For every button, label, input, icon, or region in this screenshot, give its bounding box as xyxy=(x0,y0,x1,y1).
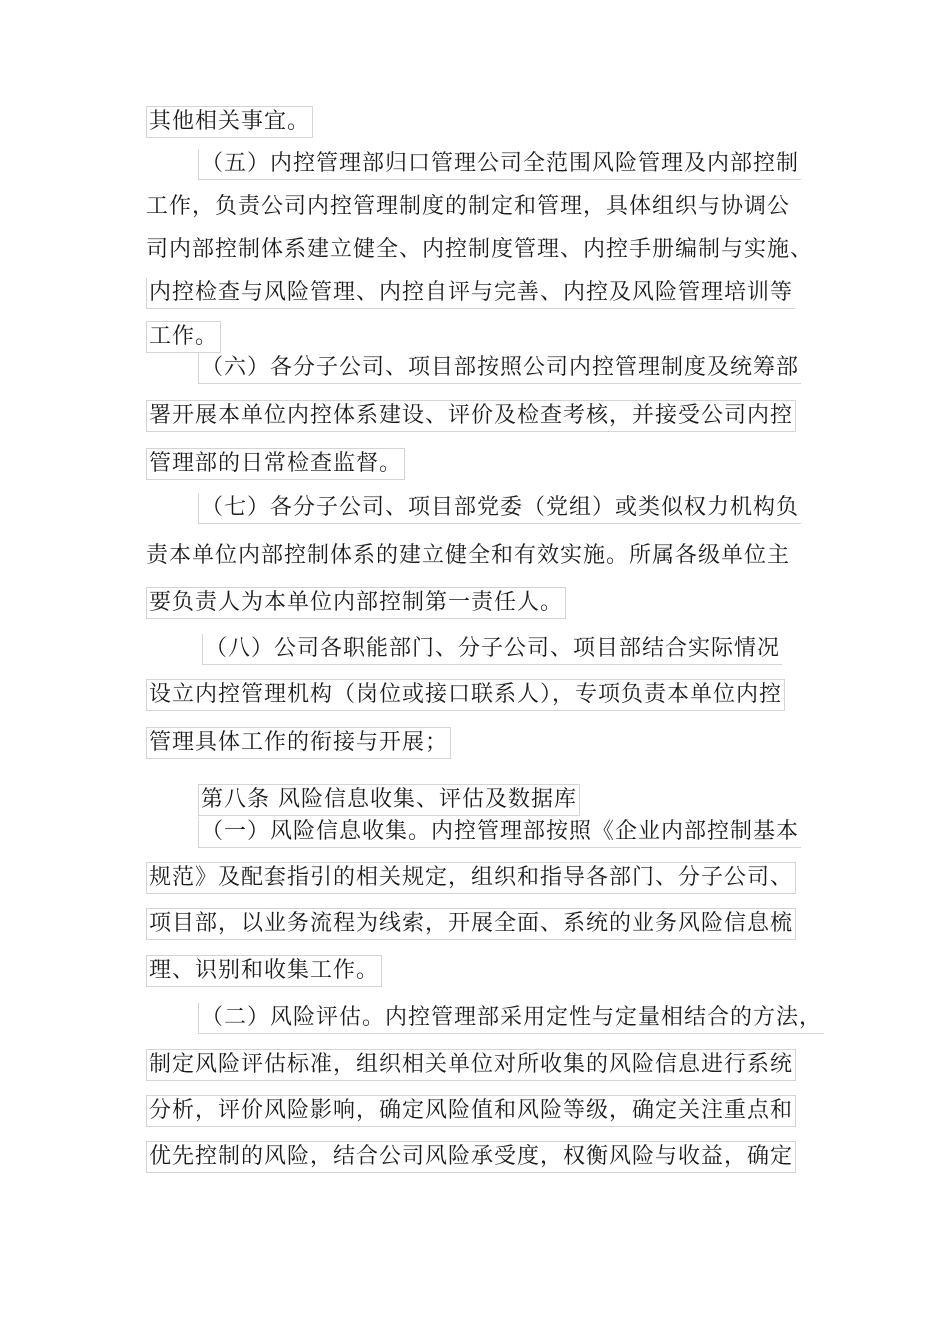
text-line-3 xyxy=(146,192,790,222)
article-heading xyxy=(146,784,580,816)
text-fragment: 管理部的日常检查监督。 xyxy=(146,448,405,480)
text-line-7 xyxy=(146,353,801,384)
text-fragment: 署开展本单位内控体系建设、评价及检查考核，并接受公司内控 xyxy=(146,400,796,432)
text-fragment: （七）各分子公司、项目部党委（党组）或类似权力机构负 xyxy=(198,493,801,524)
text-fragment: （二）风险评估。内控管理部采用定性与定量相结合的方法， xyxy=(198,1003,824,1034)
text-line-18 xyxy=(146,862,796,894)
text-fragment: 管理具体工作的衔接与开展； xyxy=(146,727,451,759)
text-line-14 xyxy=(146,679,785,711)
text-line-21 xyxy=(146,1003,824,1034)
text-line-6 xyxy=(146,321,221,353)
text-fragment: （五）内控管理部归口管理公司全范围风险管理及内部控制 xyxy=(198,149,801,180)
text-line-5 xyxy=(146,278,795,309)
text-line-11 xyxy=(146,541,790,571)
text-line-15 xyxy=(146,727,451,759)
text-line-13 xyxy=(146,634,782,665)
text-fragment: 项目部，以业务流程为线索，开展全面、系统的业务风险信息梳 xyxy=(146,908,796,940)
text-fragment: 内控检查与风险管理、内控自评与完善、内控及风险管理培训等 xyxy=(146,278,795,309)
text-fragment: 分析，评价风险影响，确定风险值和风险等级，确定关注重点和 xyxy=(146,1095,796,1127)
text-line-24 xyxy=(146,1141,796,1173)
text-fragment: 工作，负责公司内控管理制度的制定和管理，具体组织与协调公 xyxy=(146,194,791,219)
text-line-10 xyxy=(146,493,801,524)
text-line-19 xyxy=(146,908,796,940)
text-fragment: 制定风险评估标准，组织相关单位对所收集的风险信息进行系统 xyxy=(146,1049,796,1081)
text-fragment: 设立内控管理机构（岗位或接口联系人），专项负责本单位内控 xyxy=(146,679,785,711)
text-line-9 xyxy=(146,448,405,480)
text-fragment: （八）公司各职能部门、分子公司、项目部结合实际情况 xyxy=(202,634,782,665)
text-fragment: 要负责人为本单位内部控制第一责任人。 xyxy=(146,587,566,619)
text-line-1 xyxy=(146,106,313,138)
text-fragment: 司内部控制体系建立健全、内控制度管理、内控手册编制与实施、 xyxy=(146,237,814,262)
text-fragment: 理、识别和收集工作。 xyxy=(146,955,382,987)
text-fragment: 工作。 xyxy=(146,321,221,353)
text-fragment: （一）风险信息收集。内控管理部按照《企业内部控制基本 xyxy=(198,817,801,848)
text-line-17 xyxy=(146,817,801,848)
text-fragment: 规范》及配套指引的相关规定，组织和指导各部门、分子公司、 xyxy=(146,862,796,894)
text-line-2 xyxy=(146,149,801,180)
text-line-22 xyxy=(146,1049,796,1081)
text-line-12 xyxy=(146,587,566,619)
text-line-20 xyxy=(146,955,382,987)
text-line-8 xyxy=(146,400,796,432)
text-fragment: 责本单位内部控制体系的建立健全和有效实施。所属各级单位主 xyxy=(146,543,791,568)
text-line-4 xyxy=(146,235,813,265)
text-fragment: （六）各分子公司、项目部按照公司内控管理制度及统筹部 xyxy=(198,353,801,384)
article-heading-text: 第八条 风险信息收集、评估及数据库 xyxy=(198,784,580,816)
text-fragment: 优先控制的风险，结合公司风险承受度，权衡风险与收益，确定 xyxy=(146,1141,796,1173)
text-line-23 xyxy=(146,1095,796,1127)
text-fragment: 其他相关事宜。 xyxy=(146,106,313,138)
